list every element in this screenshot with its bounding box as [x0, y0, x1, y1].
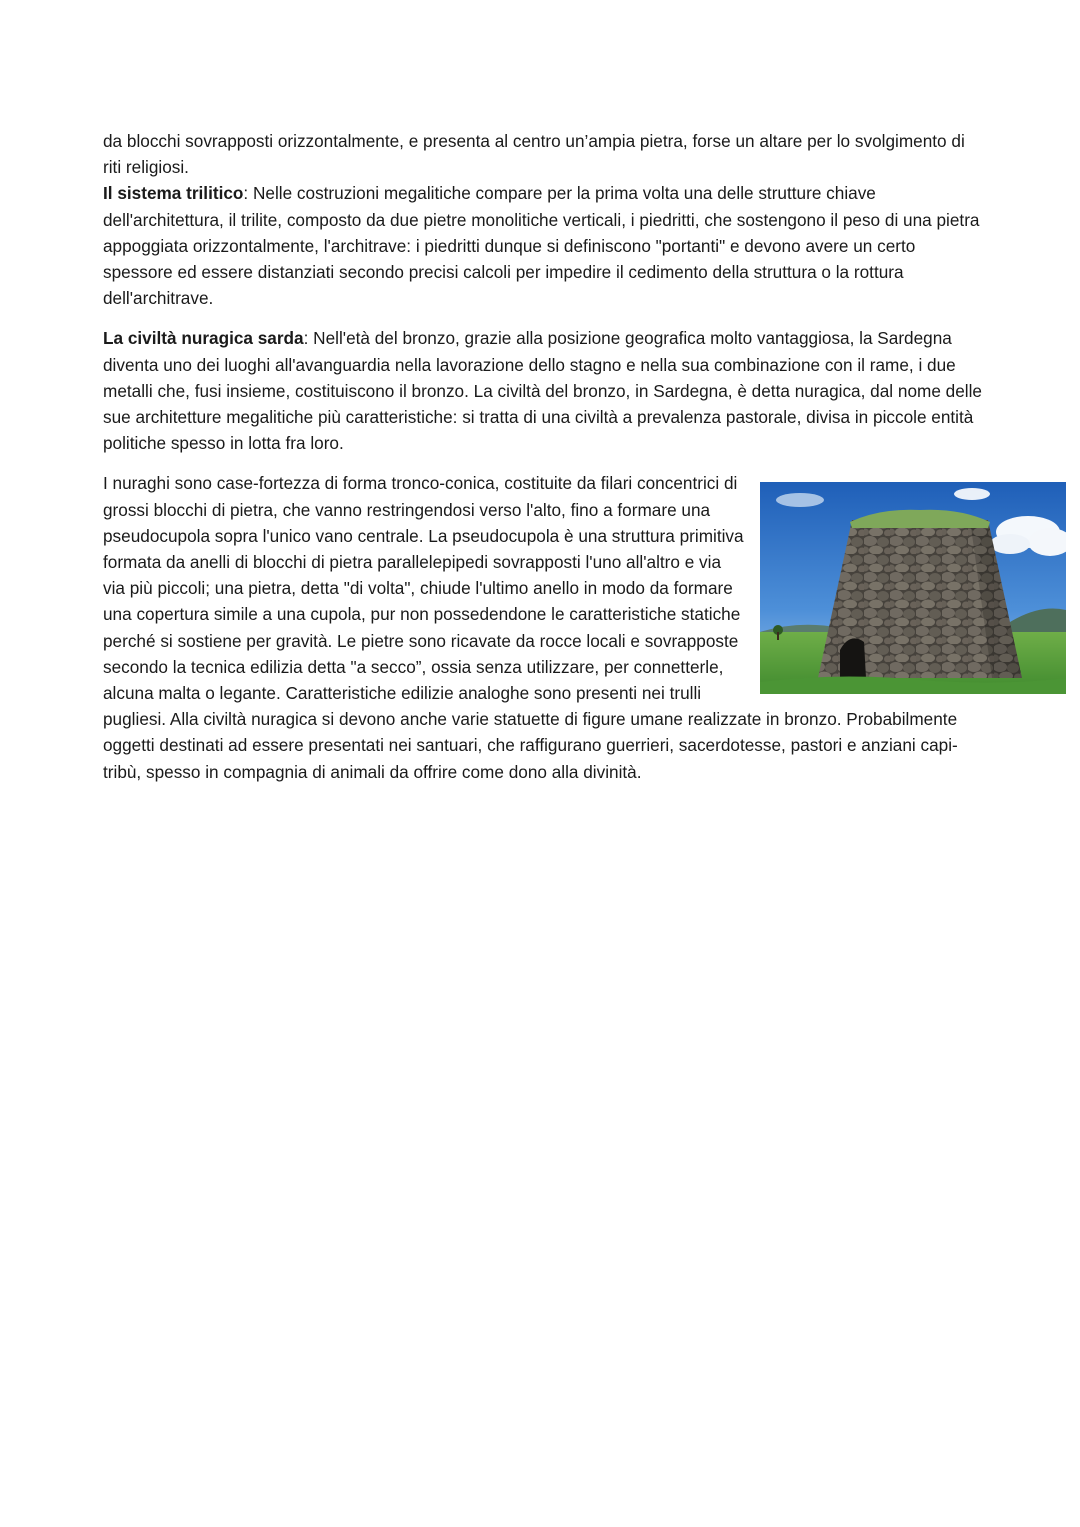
paragraph-intro [103, 128, 983, 180]
paragraph-intro-text: da blocchi sovrapposti orizzontalmente, e presenta al centro un’ampia pietra, forse un altare per lo svolgimento di riti religiosi. [103, 131, 965, 178]
document-page [103, 128, 983, 785]
nuraghe-photo-icon [760, 482, 1066, 694]
paragraph-nuraghi [103, 470, 983, 784]
paragraph-nuraghi-text: I nuraghi sono case-fortezza di forma tronco-conica, costituite da filari concentrici di grossi blocchi di pietra, che vanno restringendosi verso l'alto, fino a formare una pseudocupola sopra l'unico vano centrale. La pseudocupola è una struttura primitiva formata da anelli di blocchi di pietra parallelepipedi sovrapposti l'uno all'altro e via via più piccoli; una pietra, detta "di volta", chiude l'ultimo anello in modo da formare una copertura simile a una cupola, pur non possedendone le caratteristiche statiche perché si sostiene per gravità. Le pietre sono ricavate da rocce locali e sovrapposte secondo la tecnica edilizia detta "a secco”, ossia senza utilizzare, per connetterle, alcuna malta o legante. Caratteristiche edilizie analoghe sono presenti nei trulli pugliesi. Alla civiltà nuragica si devono anche varie statuette di figure umane realizzate in bronzo. Probabilmente oggetti destinati ad essere presentati nei santuari, che raffigurano guerrieri, sacerdotesse, pastori e anziani capi-tribù, spesso in compagnia di animali da offrire come dono alla divinità. [103, 473, 958, 782]
paragraph-nuragica [103, 325, 983, 456]
heading-nuragica: La civiltà nuragica sarda [103, 328, 304, 349]
paragraph-trilitico [103, 180, 983, 311]
paragraph-nuragica-text: : Nell'età del bronzo, grazie alla posizione geografica molto vantaggiosa, la Sardegna diventa uno dei luoghi all'avanguardia nella lavorazione dello stagno e nella sua combinazione con il rame, i due metalli che, fusi insieme, costituiscono il bronzo. La civiltà del bronzo, in Sardegna, è detta nuragica, dal nome delle sue architetture megalitiche più caratteristiche: si tratta di una civiltà a prevalenza pastorale, divisa in piccole entità politiche spesso in lotta fra loro. [103, 328, 982, 454]
nuraghe-photo [760, 482, 1066, 694]
paragraph-trilitico-text: : Nelle costruzioni megalitiche compare per la prima volta una delle strutture chiave dell'architettura, il trilite, composto da due pietre monolitiche verticali, i piedritti, che sostengono il peso di una pietra appoggiata orizzontalmente, l'architrave: i piedritti dunque si definiscono "portanti" e devono avere un certo spessore ed essere distanziati secondo precisi calcoli per impedire il cedimento della struttura o la rottura dell'architrave. [103, 183, 980, 309]
heading-trilitico: Il sistema trilitico [103, 183, 244, 204]
